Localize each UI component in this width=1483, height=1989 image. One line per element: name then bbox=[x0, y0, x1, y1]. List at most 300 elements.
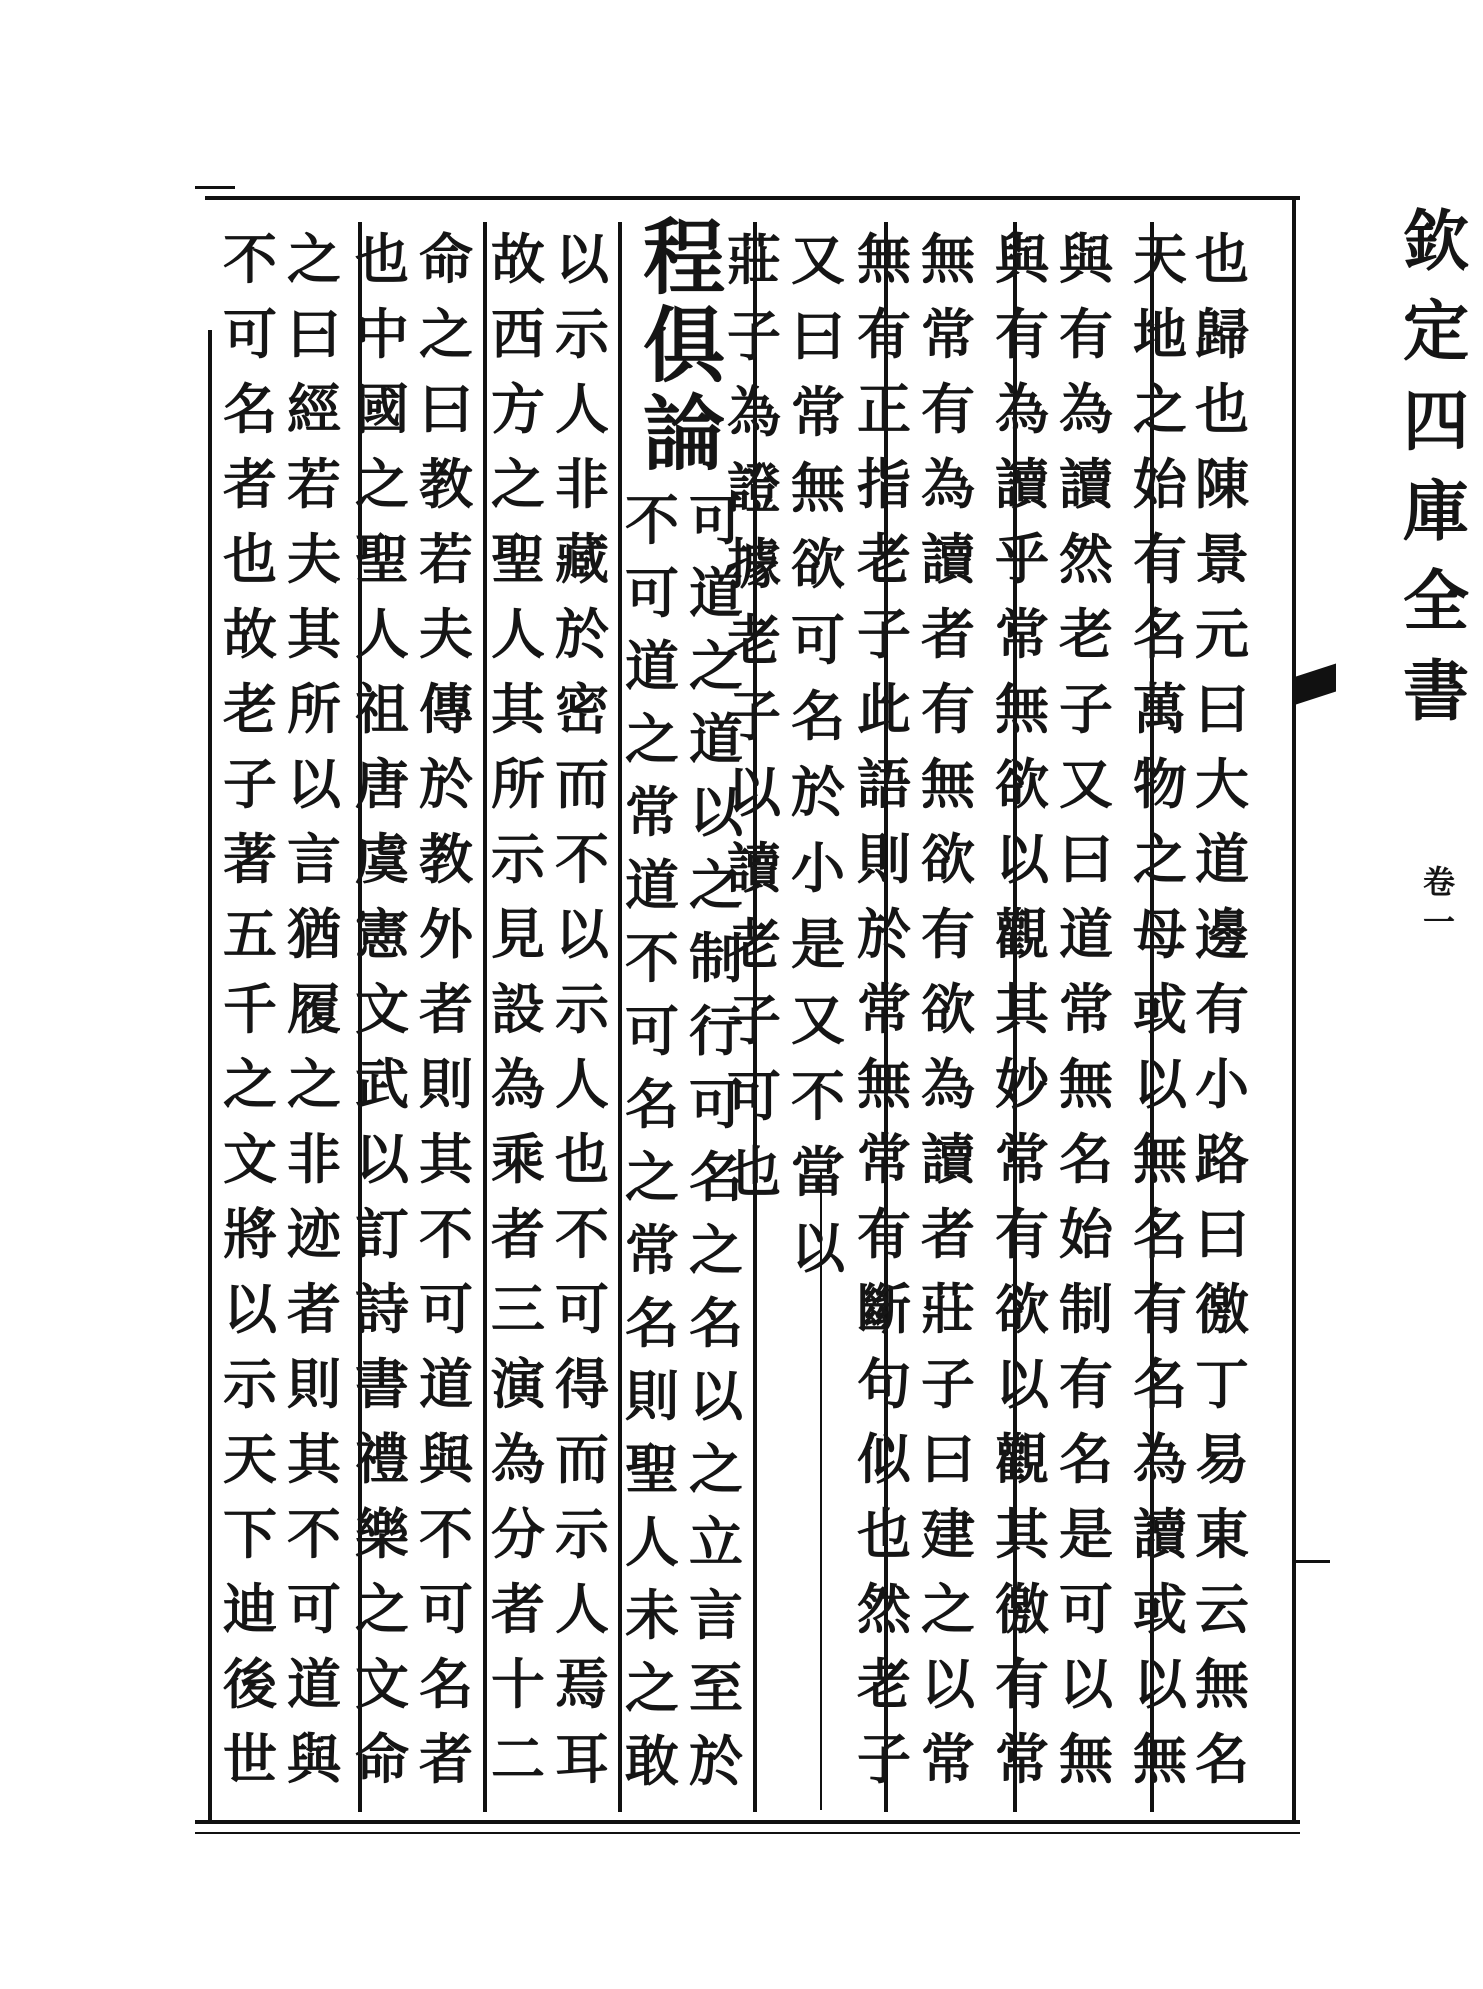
text-char: 名 bbox=[1133, 1202, 1187, 1266]
text-char: 非 bbox=[555, 452, 609, 516]
margin-title-char: 定 bbox=[1403, 292, 1469, 370]
text-char: 乎 bbox=[995, 527, 1049, 591]
text-char: 不 bbox=[287, 1502, 341, 1566]
text-char: 者 bbox=[419, 977, 473, 1041]
text-char: 以 bbox=[1133, 1652, 1187, 1716]
text-char: 曰 bbox=[791, 304, 845, 368]
text-char: 至 bbox=[689, 1656, 743, 1720]
text-char: 詩 bbox=[355, 1277, 409, 1341]
text-char: 可 bbox=[223, 302, 277, 366]
text-char: 丁 bbox=[1195, 1352, 1249, 1416]
text-char: 為 bbox=[995, 377, 1049, 441]
text-char: 之 bbox=[689, 853, 743, 917]
text-char: 為 bbox=[921, 1052, 975, 1116]
text-char: 猶 bbox=[287, 902, 341, 966]
text-char: 者 bbox=[419, 1727, 473, 1791]
text-char: 可 bbox=[555, 1277, 609, 1341]
text-char: 曰 bbox=[287, 302, 341, 366]
right-margin-border bbox=[1292, 196, 1296, 1820]
text-char: 道 bbox=[689, 561, 743, 625]
text-char: 履 bbox=[287, 977, 341, 1041]
text-char: 若 bbox=[419, 527, 473, 591]
text-char: 曰 bbox=[1059, 827, 1113, 891]
text-char: 方 bbox=[491, 377, 545, 441]
text-char: 之 bbox=[491, 452, 545, 516]
text-char: 則 bbox=[287, 1352, 341, 1416]
text-column bbox=[685, 484, 747, 1798]
text-char: 欲 bbox=[921, 977, 975, 1041]
text-char: 然 bbox=[857, 1577, 911, 1641]
section-heading bbox=[634, 210, 734, 482]
margin-title-char: 庫 bbox=[1403, 472, 1469, 550]
text-char: 未 bbox=[625, 1583, 679, 1647]
text-char: 人 bbox=[555, 377, 609, 441]
text-char: 之 bbox=[287, 227, 341, 291]
text-char: 於 bbox=[791, 760, 845, 824]
text-char: 也 bbox=[1195, 227, 1249, 291]
text-char: 以 bbox=[921, 1652, 975, 1716]
text-char: 無 bbox=[921, 752, 975, 816]
text-char: 觀 bbox=[995, 1427, 1049, 1491]
margin-tick bbox=[1296, 1560, 1330, 1563]
text-char: 其 bbox=[287, 1427, 341, 1491]
text-column bbox=[551, 222, 613, 1797]
text-char: 制 bbox=[1059, 1277, 1113, 1341]
text-char: 文 bbox=[355, 1652, 409, 1716]
text-char: 故 bbox=[491, 227, 545, 291]
margin-title-char: 全 bbox=[1403, 562, 1469, 640]
text-char: 之 bbox=[1133, 827, 1187, 891]
text-char: 無 bbox=[995, 677, 1049, 741]
text-char: 程 bbox=[642, 210, 725, 306]
text-char: 之 bbox=[625, 707, 679, 771]
text-char: 子 bbox=[727, 988, 781, 1052]
text-char: 老 bbox=[223, 677, 277, 741]
juan-label-char: 卷 bbox=[1422, 863, 1455, 901]
text-char: 以 bbox=[1133, 1052, 1187, 1116]
text-char: 讀 bbox=[1059, 452, 1113, 516]
text-char: 也 bbox=[555, 1127, 609, 1191]
text-column bbox=[487, 222, 549, 1797]
text-char: 名 bbox=[1195, 1727, 1249, 1791]
text-char: 之 bbox=[689, 634, 743, 698]
text-char: 小 bbox=[791, 836, 845, 900]
text-char: 為 bbox=[727, 380, 781, 444]
text-char: 人 bbox=[625, 1510, 679, 1574]
text-column bbox=[621, 484, 683, 1798]
text-char: 之 bbox=[1133, 377, 1187, 441]
text-char: 道 bbox=[1059, 902, 1113, 966]
text-char: 道 bbox=[625, 634, 679, 698]
text-char: 以 bbox=[689, 780, 743, 844]
text-char: 者 bbox=[921, 1202, 975, 1266]
text-char: 虞 bbox=[355, 827, 409, 891]
bottom-border bbox=[195, 1820, 1300, 1824]
text-char: 以 bbox=[223, 1277, 277, 1341]
text-char: 而 bbox=[555, 1427, 609, 1491]
text-char: 有 bbox=[857, 1202, 911, 1266]
text-char: 萬 bbox=[1133, 677, 1187, 741]
text-char: 聖 bbox=[355, 527, 409, 591]
text-char: 也 bbox=[857, 1502, 911, 1566]
text-char: 世 bbox=[223, 1727, 277, 1791]
text-char: 樂 bbox=[355, 1502, 409, 1566]
text-char: 名 bbox=[689, 1145, 743, 1209]
text-char: 子 bbox=[857, 602, 911, 666]
text-char: 示 bbox=[555, 977, 609, 1041]
text-column bbox=[415, 222, 477, 1797]
text-char: 所 bbox=[491, 752, 545, 816]
text-char: 為 bbox=[921, 452, 975, 516]
text-char: 三 bbox=[491, 1277, 545, 1341]
text-char: 與 bbox=[1059, 227, 1113, 291]
text-char: 道 bbox=[625, 853, 679, 917]
text-char: 不 bbox=[625, 926, 679, 990]
text-char: 似 bbox=[857, 1427, 911, 1491]
text-char: 子 bbox=[727, 304, 781, 368]
text-char: 徼 bbox=[995, 1577, 1049, 1641]
text-char: 可 bbox=[419, 1277, 473, 1341]
text-char: 於 bbox=[555, 602, 609, 666]
text-char: 大 bbox=[1195, 752, 1249, 816]
text-char: 以 bbox=[1059, 1652, 1113, 1716]
text-char: 可 bbox=[791, 608, 845, 672]
text-char: 以 bbox=[555, 902, 609, 966]
text-char: 道 bbox=[689, 707, 743, 771]
text-char: 然 bbox=[1059, 527, 1113, 591]
text-char: 不 bbox=[419, 1202, 473, 1266]
text-char: 有 bbox=[921, 677, 975, 741]
text-char: 不 bbox=[791, 1064, 845, 1128]
text-char: 名 bbox=[1059, 1427, 1113, 1491]
text-char: 無 bbox=[1059, 1727, 1113, 1791]
text-char: 者 bbox=[491, 1202, 545, 1266]
text-char: 言 bbox=[287, 827, 341, 891]
text-char: 為 bbox=[1133, 1427, 1187, 1491]
text-char: 夫 bbox=[419, 602, 473, 666]
text-char: 路 bbox=[1195, 1127, 1249, 1191]
text-char: 斷 bbox=[857, 1277, 911, 1341]
text-char: 讀 bbox=[921, 1127, 975, 1191]
text-char: 陳 bbox=[1195, 452, 1249, 516]
text-char: 不 bbox=[555, 1202, 609, 1266]
text-char: 聖 bbox=[625, 1437, 679, 1501]
text-char: 觀 bbox=[995, 902, 1049, 966]
text-char: 其 bbox=[995, 1502, 1049, 1566]
text-char: 論 bbox=[642, 386, 725, 482]
text-char: 物 bbox=[1133, 752, 1187, 816]
text-char: 則 bbox=[419, 1052, 473, 1116]
text-char: 始 bbox=[1059, 1202, 1113, 1266]
text-char: 者 bbox=[287, 1277, 341, 1341]
text-char: 讀 bbox=[727, 836, 781, 900]
text-char: 以 bbox=[995, 827, 1049, 891]
text-char: 欲 bbox=[921, 827, 975, 891]
text-char: 邊 bbox=[1195, 902, 1249, 966]
text-char: 二 bbox=[491, 1727, 545, 1791]
text-char: 若 bbox=[287, 452, 341, 516]
text-char: 可 bbox=[689, 488, 743, 552]
text-char: 十 bbox=[491, 1652, 545, 1716]
text-char: 有 bbox=[1133, 1277, 1187, 1341]
text-char: 者 bbox=[491, 1577, 545, 1641]
text-char: 也 bbox=[1195, 377, 1249, 441]
text-char: 藏 bbox=[555, 527, 609, 591]
text-char: 名 bbox=[625, 1291, 679, 1355]
text-char: 之 bbox=[625, 1145, 679, 1209]
text-char: 得 bbox=[555, 1352, 609, 1416]
text-char: 之 bbox=[223, 1052, 277, 1116]
text-char: 立 bbox=[689, 1510, 743, 1574]
text-char: 老 bbox=[727, 912, 781, 976]
text-char: 不 bbox=[625, 488, 679, 552]
text-char: 可 bbox=[689, 1072, 743, 1136]
text-char: 老 bbox=[857, 527, 911, 591]
text-char: 常 bbox=[921, 1727, 975, 1791]
text-char: 始 bbox=[1133, 452, 1187, 516]
text-char: 有 bbox=[995, 302, 1049, 366]
text-char: 則 bbox=[625, 1364, 679, 1428]
text-column bbox=[991, 222, 1053, 1797]
text-char: 又 bbox=[791, 228, 845, 292]
text-char: 其 bbox=[419, 1127, 473, 1191]
text-char: 不 bbox=[223, 227, 277, 291]
margin-title-char: 四 bbox=[1403, 382, 1469, 460]
text-char: 名 bbox=[223, 377, 277, 441]
text-char: 妙 bbox=[995, 1052, 1049, 1116]
text-char: 讀 bbox=[995, 452, 1049, 516]
text-char: 無 bbox=[1195, 1652, 1249, 1716]
text-char: 之 bbox=[625, 1656, 679, 1720]
text-char: 後 bbox=[223, 1652, 277, 1716]
text-char: 設 bbox=[491, 977, 545, 1041]
text-char: 有 bbox=[1059, 1352, 1113, 1416]
text-char: 以 bbox=[689, 1364, 743, 1428]
text-char: 有 bbox=[995, 1652, 1049, 1716]
text-char: 老 bbox=[727, 608, 781, 672]
text-char: 當 bbox=[791, 1140, 845, 1204]
text-char: 非 bbox=[287, 1127, 341, 1191]
text-char: 命 bbox=[355, 1727, 409, 1791]
text-char: 名 bbox=[1059, 1127, 1113, 1191]
text-char: 欲 bbox=[995, 1277, 1049, 1341]
text-char: 常 bbox=[995, 602, 1049, 666]
text-char: 小 bbox=[1195, 1052, 1249, 1116]
text-char: 外 bbox=[419, 902, 473, 966]
text-char: 傳 bbox=[419, 677, 473, 741]
text-char: 西 bbox=[491, 302, 545, 366]
text-char: 訂 bbox=[355, 1202, 409, 1266]
text-char: 歸 bbox=[1195, 302, 1249, 366]
text-char: 常 bbox=[857, 1127, 911, 1191]
left-border bbox=[208, 330, 212, 1820]
text-char: 制 bbox=[689, 926, 743, 990]
text-char: 曰 bbox=[1195, 1202, 1249, 1266]
text-char: 國 bbox=[355, 377, 409, 441]
text-char: 示 bbox=[555, 1502, 609, 1566]
text-char: 以 bbox=[791, 1216, 845, 1280]
text-char: 無 bbox=[1133, 1727, 1187, 1791]
text-char: 迪 bbox=[223, 1577, 277, 1641]
text-char: 夫 bbox=[287, 527, 341, 591]
text-char: 道 bbox=[287, 1652, 341, 1716]
text-char: 名 bbox=[625, 1072, 679, 1136]
text-char: 徼 bbox=[1195, 1277, 1249, 1341]
text-char: 經 bbox=[287, 377, 341, 441]
text-char: 可 bbox=[1059, 1577, 1113, 1641]
text-char: 老 bbox=[1059, 602, 1113, 666]
text-char: 以 bbox=[355, 1127, 409, 1191]
text-char: 之 bbox=[689, 1437, 743, 1501]
text-char: 焉 bbox=[555, 1652, 609, 1716]
text-char: 常 bbox=[1059, 977, 1113, 1041]
text-char: 子 bbox=[857, 1727, 911, 1791]
text-char: 五 bbox=[223, 902, 277, 966]
text-char: 無 bbox=[857, 227, 911, 291]
text-char: 與 bbox=[419, 1427, 473, 1491]
text-char: 易 bbox=[1195, 1427, 1249, 1491]
text-char: 是 bbox=[1059, 1502, 1113, 1566]
text-char: 有 bbox=[1195, 977, 1249, 1041]
text-char: 景 bbox=[1195, 527, 1249, 591]
text-char: 欲 bbox=[791, 532, 845, 596]
text-char: 無 bbox=[921, 227, 975, 291]
text-char: 命 bbox=[419, 227, 473, 291]
top-border bbox=[205, 196, 1300, 200]
text-char: 武 bbox=[355, 1052, 409, 1116]
text-char: 教 bbox=[419, 452, 473, 516]
text-char: 常 bbox=[921, 302, 975, 366]
text-char: 之 bbox=[355, 452, 409, 516]
text-char: 常 bbox=[995, 1727, 1049, 1791]
text-char: 可 bbox=[727, 1064, 781, 1128]
text-char: 云 bbox=[1195, 1577, 1249, 1641]
text-column bbox=[1129, 222, 1191, 1797]
text-char: 此 bbox=[857, 677, 911, 741]
text-char: 莊 bbox=[727, 228, 781, 292]
text-char: 有 bbox=[921, 902, 975, 966]
text-char: 禮 bbox=[355, 1427, 409, 1491]
text-char: 千 bbox=[223, 977, 277, 1041]
text-char: 天 bbox=[1133, 227, 1187, 291]
text-char: 有 bbox=[921, 377, 975, 441]
text-char: 又 bbox=[1059, 752, 1113, 816]
text-char: 示 bbox=[223, 1352, 277, 1416]
text-char: 人 bbox=[491, 602, 545, 666]
fishtail-mark bbox=[1296, 664, 1336, 705]
text-char: 為 bbox=[491, 1052, 545, 1116]
text-column bbox=[917, 222, 979, 1797]
text-char: 俱 bbox=[642, 298, 725, 394]
text-char: 常 bbox=[791, 380, 845, 444]
text-char: 或 bbox=[1133, 977, 1187, 1041]
margin-title bbox=[1399, 196, 1469, 736]
text-char: 常 bbox=[995, 1127, 1049, 1191]
margin-title-char: 書 bbox=[1403, 652, 1469, 730]
text-char: 迹 bbox=[287, 1202, 341, 1266]
text-char: 子 bbox=[921, 1352, 975, 1416]
text-char: 教 bbox=[419, 827, 473, 891]
text-char: 則 bbox=[857, 827, 911, 891]
text-char: 人 bbox=[555, 1577, 609, 1641]
text-char: 常 bbox=[857, 977, 911, 1041]
text-char: 可 bbox=[625, 999, 679, 1063]
text-char: 書 bbox=[355, 1352, 409, 1416]
text-char: 有 bbox=[857, 302, 911, 366]
text-char: 或 bbox=[1133, 1577, 1187, 1641]
text-char: 莊 bbox=[921, 1277, 975, 1341]
text-char: 欲 bbox=[995, 752, 1049, 816]
text-char: 據 bbox=[727, 532, 781, 596]
margin-title-char: 欽 bbox=[1403, 202, 1469, 280]
text-char: 元 bbox=[1195, 602, 1249, 666]
text-char: 證 bbox=[727, 456, 781, 520]
text-char: 密 bbox=[555, 677, 609, 741]
text-column bbox=[1055, 222, 1117, 1797]
text-char: 語 bbox=[857, 752, 911, 816]
text-column bbox=[283, 222, 345, 1797]
text-char: 乘 bbox=[491, 1127, 545, 1191]
text-char: 著 bbox=[223, 827, 277, 891]
text-char: 為 bbox=[491, 1427, 545, 1491]
text-char: 之 bbox=[921, 1577, 975, 1641]
text-char: 故 bbox=[223, 602, 277, 666]
bottom-border-thin bbox=[195, 1832, 1300, 1834]
text-char: 可 bbox=[625, 561, 679, 625]
text-column bbox=[219, 222, 281, 1797]
text-char: 其 bbox=[491, 677, 545, 741]
top-border-dashes bbox=[195, 186, 235, 189]
text-column bbox=[787, 222, 849, 1286]
text-char: 者 bbox=[921, 602, 975, 666]
text-char: 之 bbox=[419, 302, 473, 366]
text-char: 東 bbox=[1195, 1502, 1249, 1566]
text-char: 以 bbox=[287, 752, 341, 816]
text-char: 文 bbox=[223, 1127, 277, 1191]
text-char: 名 bbox=[689, 1291, 743, 1355]
text-char: 也 bbox=[223, 527, 277, 591]
text-char: 將 bbox=[223, 1202, 277, 1266]
text-char: 常 bbox=[625, 780, 679, 844]
text-char: 演 bbox=[491, 1352, 545, 1416]
text-char: 曰 bbox=[921, 1427, 975, 1491]
text-char: 其 bbox=[287, 602, 341, 666]
text-char: 又 bbox=[791, 988, 845, 1052]
text-char: 於 bbox=[857, 902, 911, 966]
text-char: 有 bbox=[1059, 302, 1113, 366]
text-char: 示 bbox=[491, 827, 545, 891]
text-char: 憲 bbox=[355, 902, 409, 966]
text-char: 母 bbox=[1133, 902, 1187, 966]
text-char: 之 bbox=[355, 1577, 409, 1641]
text-char: 文 bbox=[355, 977, 409, 1041]
text-char: 無 bbox=[1059, 1052, 1113, 1116]
text-char: 以 bbox=[555, 227, 609, 291]
juan-label-char: 一 bbox=[1422, 903, 1455, 941]
text-char: 名 bbox=[791, 684, 845, 748]
text-char: 中 bbox=[355, 302, 409, 366]
text-char: 聖 bbox=[491, 527, 545, 591]
text-char: 者 bbox=[223, 452, 277, 516]
text-char: 耳 bbox=[555, 1727, 609, 1791]
text-column bbox=[1191, 222, 1253, 1797]
text-char: 道 bbox=[1195, 827, 1249, 891]
text-char: 子 bbox=[727, 684, 781, 748]
text-char: 不 bbox=[419, 1502, 473, 1566]
text-char: 祖 bbox=[355, 677, 409, 741]
text-char: 人 bbox=[555, 1052, 609, 1116]
text-char: 為 bbox=[1059, 377, 1113, 441]
